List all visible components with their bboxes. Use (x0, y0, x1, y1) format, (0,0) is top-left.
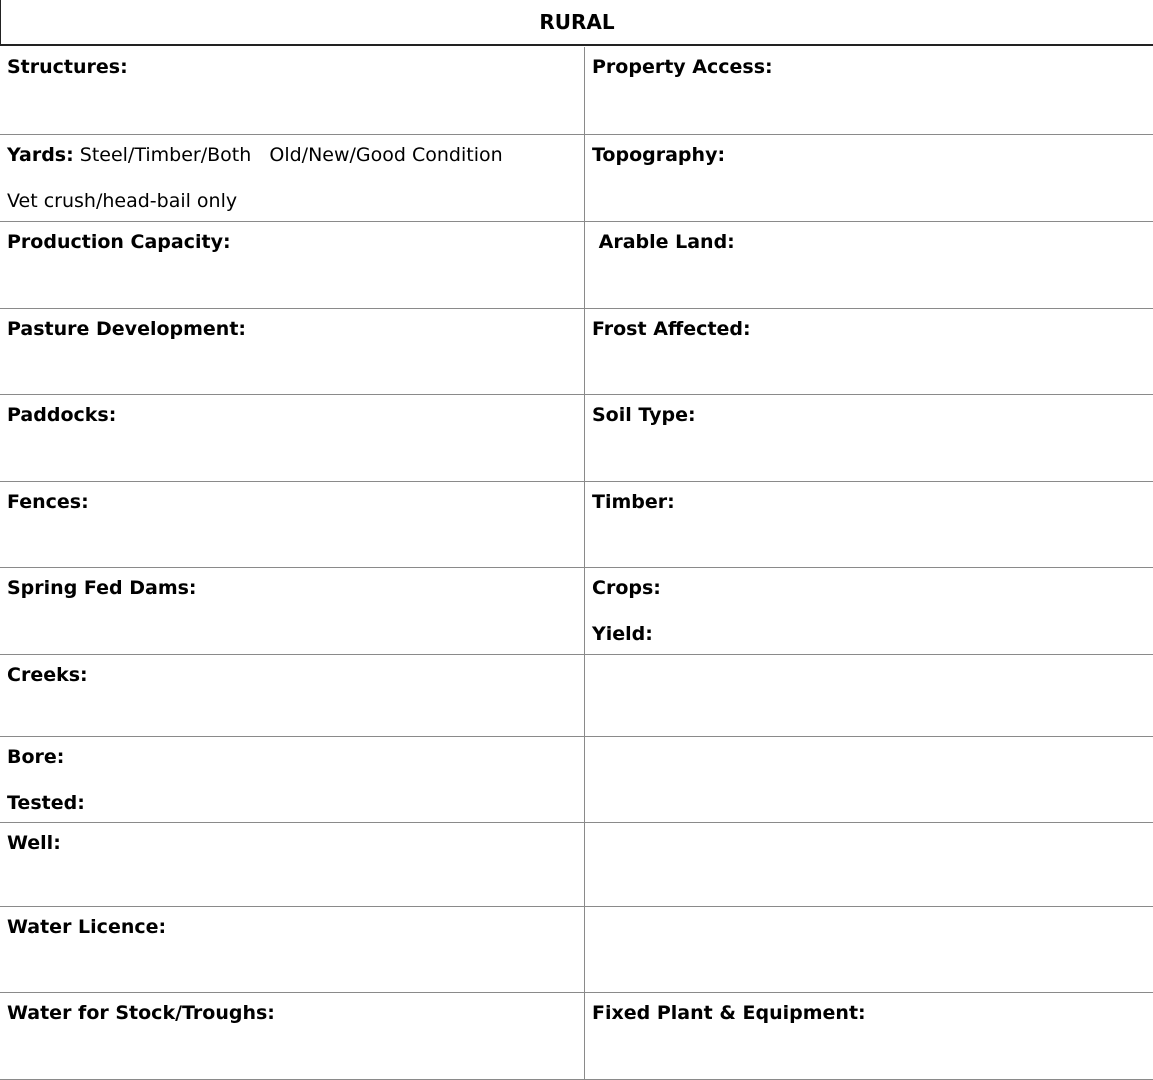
row-paddocks (0, 395, 1153, 482)
structures-label: Structures: (7, 56, 128, 78)
row-fences (0, 482, 1153, 568)
fences-label: Fences: (7, 491, 89, 513)
arable-land-field[interactable] (584, 222, 1153, 308)
timber-label: Timber: (592, 491, 675, 513)
property-access-field[interactable] (584, 47, 1153, 134)
property-access-label: Property Access: (592, 56, 773, 78)
creeks-field[interactable] (0, 655, 584, 736)
water-licence-label: Water Licence: (7, 916, 167, 938)
row-water-for-stock (0, 993, 1153, 1080)
blank-field-2[interactable] (584, 737, 1153, 822)
row-bore (0, 737, 1153, 823)
fixed-plant-equipment-field[interactable] (584, 993, 1153, 1079)
pasture-development-label: Pasture Development: (7, 318, 247, 340)
tested-label: Tested: (7, 792, 85, 814)
arable-land-label: Arable Land: (592, 231, 735, 253)
water-for-stock-label: Water for Stock/Troughs: (7, 1002, 275, 1024)
frost-affected-field[interactable] (584, 309, 1153, 394)
structures-field[interactable] (0, 47, 584, 134)
creeks-label: Creeks: (7, 664, 88, 686)
frost-affected-label: Frost Affected: (592, 318, 751, 340)
soil-type-field[interactable] (584, 395, 1153, 481)
spring-fed-dams-field[interactable] (0, 568, 584, 654)
yards-field[interactable] (0, 135, 584, 221)
row-spring-fed-dams (0, 568, 1153, 655)
well-field[interactable] (0, 823, 584, 906)
yield-label: Yield: (592, 623, 653, 645)
production-capacity-field[interactable] (0, 222, 584, 308)
yards-options: Steel/Timber/Both Old/New/Good Condition (73, 144, 503, 166)
blank-field-1[interactable] (584, 655, 1153, 736)
crops-label: Crops: (592, 577, 661, 599)
topography-field[interactable] (584, 135, 1153, 221)
blank-field-4[interactable] (584, 907, 1153, 992)
blank-field-3[interactable] (584, 823, 1153, 906)
paddocks-field[interactable] (0, 395, 584, 481)
fixed-plant-equipment-label: Fixed Plant & Equipment: (592, 1002, 866, 1024)
water-licence-field[interactable] (0, 907, 584, 992)
fences-field[interactable] (0, 482, 584, 567)
row-well (0, 823, 1153, 907)
row-creeks (0, 655, 1153, 737)
rural-form-grid (0, 47, 1153, 1080)
paddocks-label: Paddocks: (7, 404, 117, 426)
soil-type-label: Soil Type: (592, 404, 696, 426)
topography-label: Topography: (592, 144, 726, 166)
form-title: RURAL (0, 0, 1153, 46)
bore-label: Bore: (7, 746, 65, 768)
production-capacity-label: Production Capacity: (7, 231, 231, 253)
yards-vet-crush-text: Vet crush/head-bail only (7, 190, 238, 212)
row-structures (0, 47, 1153, 135)
row-water-licence (0, 907, 1153, 993)
pasture-development-field[interactable] (0, 309, 584, 394)
row-yards (0, 135, 1153, 222)
row-pasture-development (0, 309, 1153, 395)
crops-field[interactable] (584, 568, 1153, 654)
well-label: Well: (7, 832, 61, 854)
water-for-stock-field[interactable] (0, 993, 584, 1079)
bore-field[interactable] (0, 737, 584, 822)
row-production-capacity (0, 222, 1153, 309)
timber-field[interactable] (584, 482, 1153, 567)
spring-fed-dams-label: Spring Fed Dams: (7, 577, 197, 599)
yards-label: Yards: (7, 144, 74, 166)
